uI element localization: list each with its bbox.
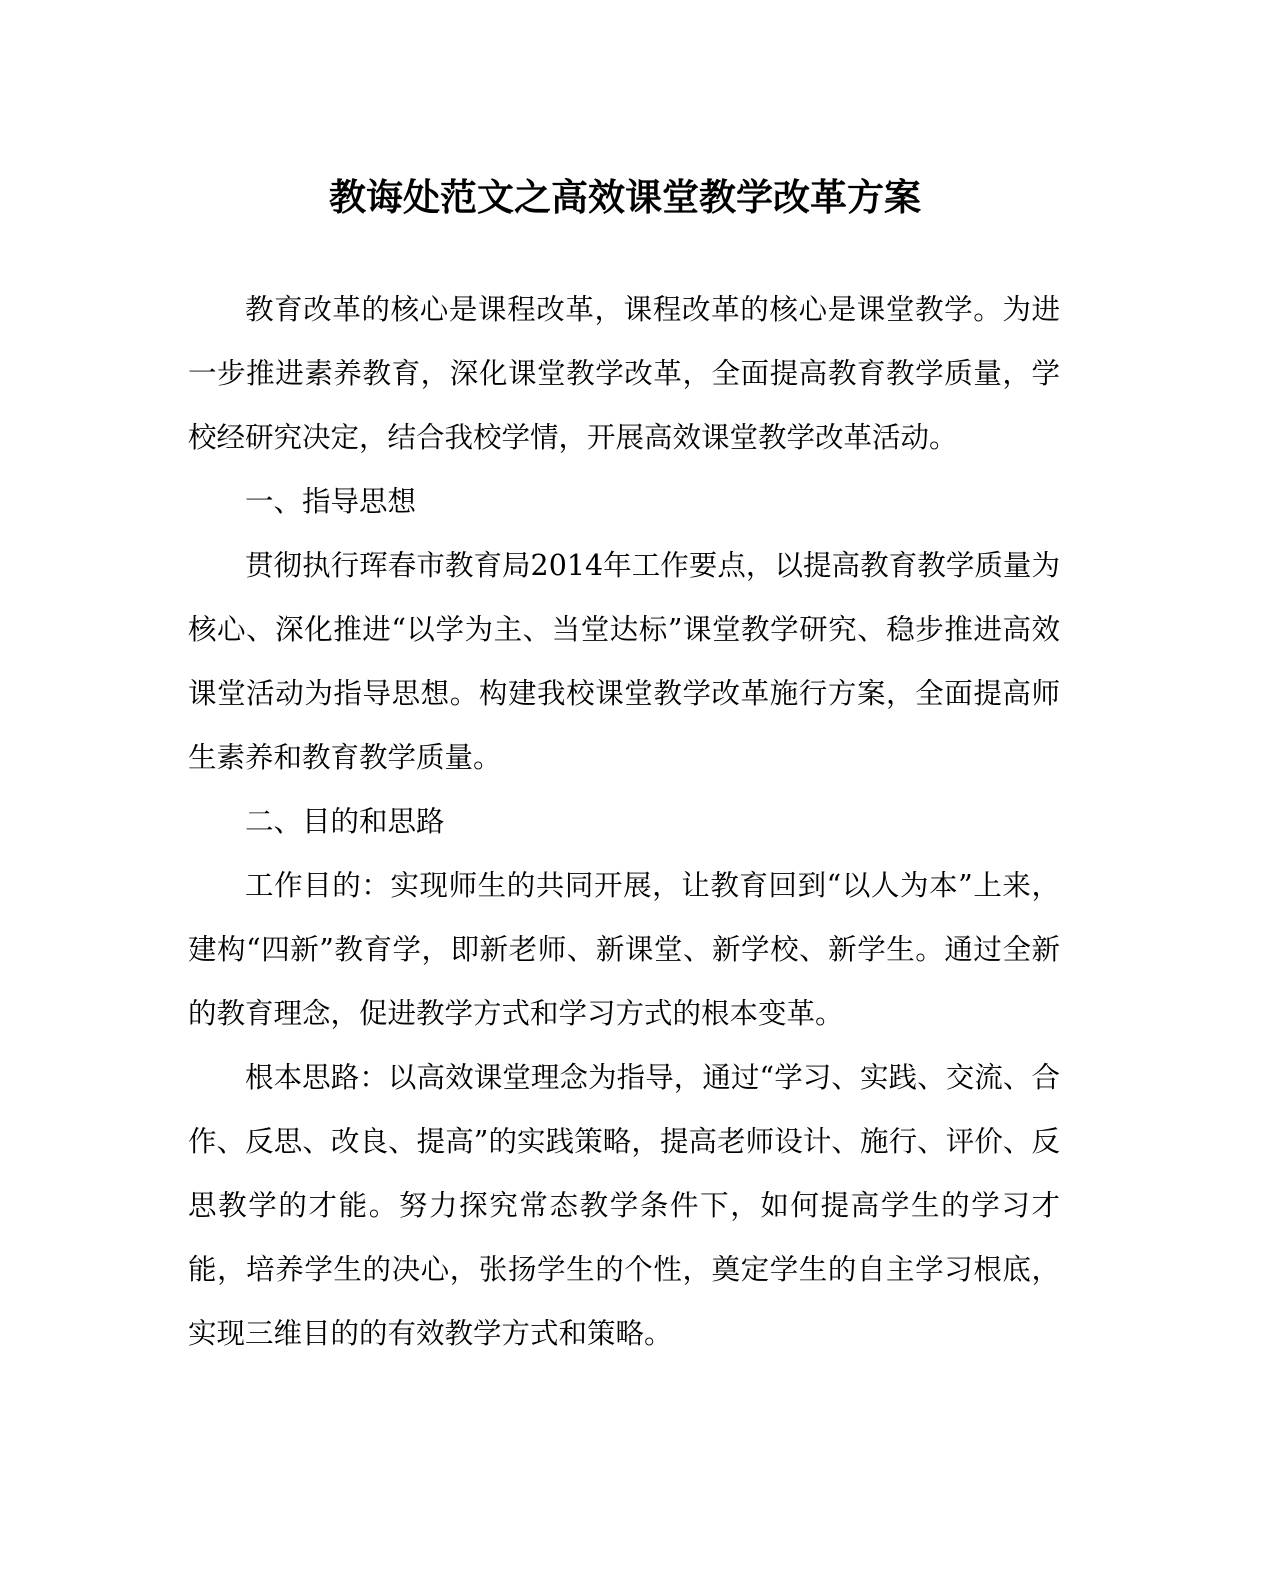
document-body xyxy=(188,278,1060,1366)
paragraph-basic-approach: 根本思路：以高效课堂理念为指导，通过“学习、实践、交流、合作、反思、改良、提高”的实践策略，提高老师设计、施行、评价、反思教学的才能。努力探究常态教学条件下，如何提高学生的学习才能，培养学生的决心，张扬学生的个性，奠定学生的自主学习根底，实现三维目的的有效教学方式和策略。 xyxy=(188,1061,1060,1350)
paragraph-work-goals: 工作目的：实现师生的共同开展，让教育回到“以人为本”上来，建构“四新”教育学，即新老师、新课堂、新学校、新学生。通过全新的教育理念，促进教学方式和学习方式的根本变革。 xyxy=(188,869,1060,1030)
paragraph-intro: 教育改革的核心是课程改革，课程改革的核心是课堂教学。为进一步推进素养教育，深化课堂教学改革，全面提高教育教学质量，学校经研究决定，结合我校学情，开展高效课堂教学改革活动。 xyxy=(188,293,1060,454)
section-heading-guiding-ideology: 一、指导思想 xyxy=(245,485,417,518)
document-title: 教诲处范文之高效课堂教学改革方案 xyxy=(329,175,921,219)
paragraph-guiding-ideology: 贯彻执行珲春市教育局2014年工作要点，以提高教育教学质量为核心、深化推进“以学为主、当堂达标”课堂教学研究、稳步推进高效课堂活动为指导思想。构建我校课堂教学改革施行方案，全面提高师生素养和教育教学质量。 xyxy=(188,549,1060,774)
section-heading-goals-and-approach: 二、目的和思路 xyxy=(245,805,445,838)
